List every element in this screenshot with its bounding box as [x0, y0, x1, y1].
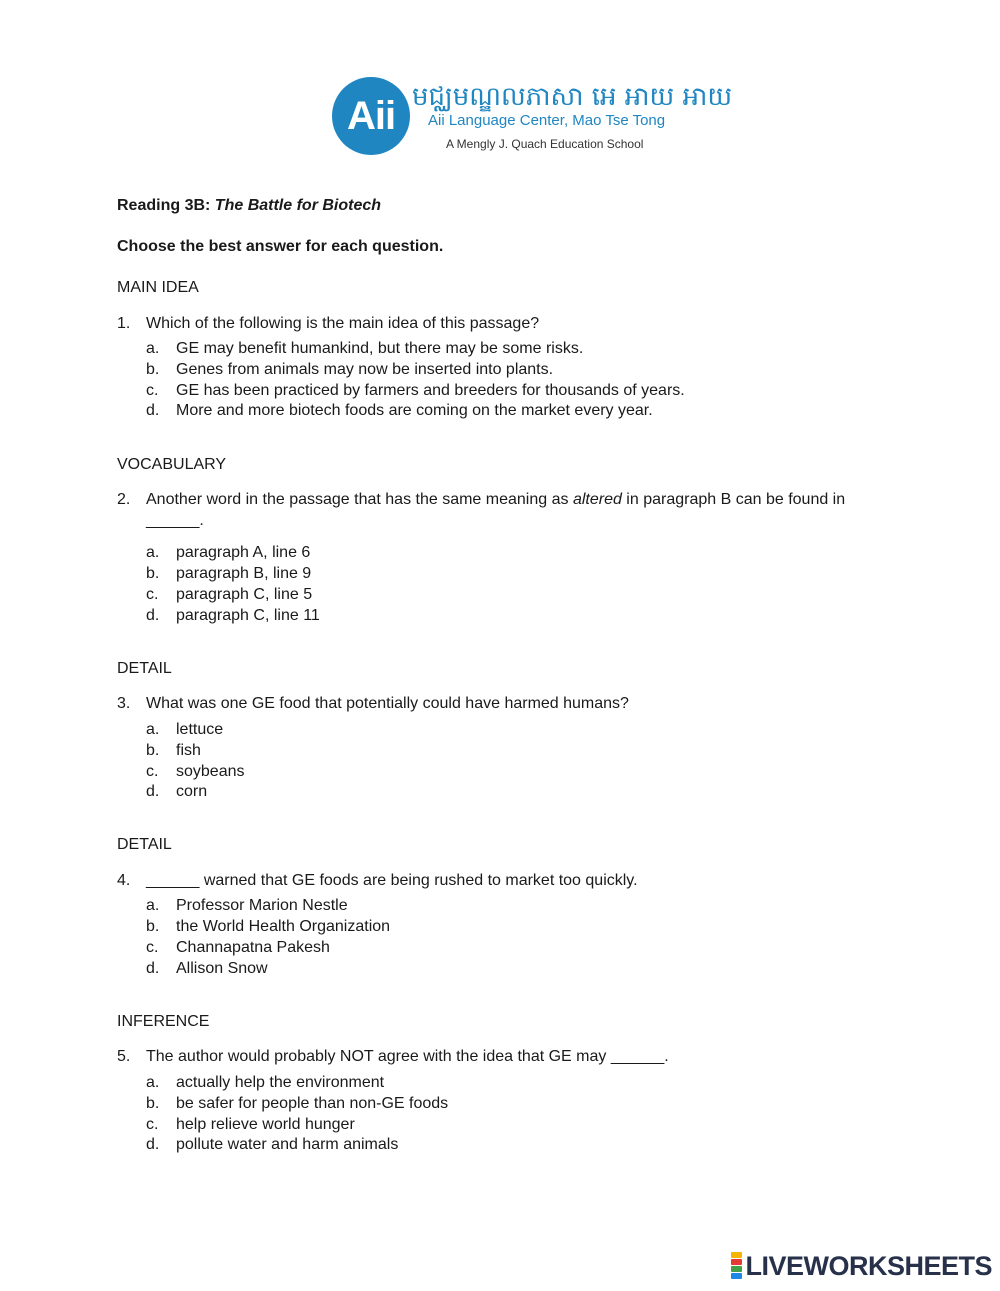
- option-letter: a.: [146, 721, 160, 738]
- option-letter: a.: [146, 897, 160, 914]
- option-text: Allison Snow: [176, 960, 268, 977]
- option-text: paragraph C, line 11: [176, 607, 320, 624]
- question-number: 1.: [117, 315, 131, 332]
- logo-khmer-name: មជ្ឈមណ្ឌលភាសា អេ អាយ អាយ: [412, 82, 733, 112]
- option-text: help relieve world hunger: [176, 1116, 355, 1133]
- badge-block: [731, 1252, 742, 1258]
- option-text: Genes from animals may now be inserted into plants.: [176, 361, 554, 378]
- option-letter: d.: [146, 783, 160, 800]
- option-letter: b.: [146, 918, 160, 935]
- option-text: GE has been practiced by farmers and breeders for thousands of years.: [176, 382, 685, 399]
- answer-option[interactable]: [146, 381, 685, 402]
- question-number: 3.: [117, 695, 131, 712]
- option-text: fish: [176, 742, 201, 759]
- option-text: GE may benefit humankind, but there may be some risks.: [176, 340, 584, 357]
- option-letter: b.: [146, 1095, 160, 1112]
- answer-option[interactable]: [146, 1135, 398, 1156]
- option-letter: d.: [146, 960, 160, 977]
- option-letter: d.: [146, 402, 160, 419]
- answer-option[interactable]: [146, 1094, 448, 1115]
- section-heading: VOCABULARY: [117, 456, 227, 473]
- option-text: pollute water and harm animals: [176, 1136, 399, 1153]
- answer-option[interactable]: [146, 917, 390, 938]
- option-text: More and more biotech foods are coming on the market every year.: [176, 402, 653, 419]
- answer-option[interactable]: [146, 339, 583, 360]
- question-1: [117, 313, 877, 334]
- question-number: 5.: [117, 1048, 131, 1065]
- option-letter: c.: [146, 763, 159, 780]
- answer-option[interactable]: [146, 401, 653, 422]
- option-text: soybeans: [176, 763, 245, 780]
- badge-block: [731, 1273, 742, 1279]
- badge-block: [731, 1266, 742, 1272]
- answer-option[interactable]: [146, 1115, 355, 1136]
- question-text-part: Another word in the passage that has the same meaning as: [146, 491, 573, 508]
- question-text: ______ warned that GE foods are being rushed to market too quickly.: [146, 872, 638, 889]
- answer-option[interactable]: [146, 741, 201, 762]
- answer-option[interactable]: [146, 762, 245, 783]
- option-text: lettuce: [176, 721, 224, 738]
- option-letter: c.: [146, 939, 159, 956]
- answer-option[interactable]: [146, 585, 312, 606]
- answer-option[interactable]: [146, 782, 207, 803]
- answer-option[interactable]: [146, 959, 268, 980]
- school-logo: [332, 74, 732, 158]
- section-heading: DETAIL: [117, 836, 172, 853]
- question-4: [117, 870, 877, 891]
- answer-option[interactable]: [146, 720, 223, 741]
- answer-option[interactable]: [146, 938, 330, 959]
- option-text: corn: [176, 783, 208, 800]
- section-heading: INFERENCE: [117, 1013, 210, 1030]
- option-text: Professor Marion Nestle: [176, 897, 348, 914]
- option-text: actually help the environment: [176, 1074, 385, 1091]
- question-2: [117, 489, 877, 531]
- badge-block: [731, 1259, 742, 1265]
- instructions: Choose the best answer for each question.: [117, 238, 444, 255]
- answer-option[interactable]: [146, 543, 310, 564]
- answer-option[interactable]: [146, 564, 311, 585]
- reading-name: The Battle for Biotech: [214, 197, 382, 214]
- liveworksheets-brand: LIVEWORKSHEETS: [745, 1250, 992, 1281]
- question-number: 4.: [117, 872, 131, 889]
- answer-option[interactable]: [146, 896, 348, 917]
- option-letter: d.: [146, 607, 160, 624]
- question-text: What was one GE food that potentially could have harmed humans?: [146, 695, 629, 712]
- question-text-part: in paragraph B can be found in ______.: [146, 491, 846, 529]
- reading-title: [117, 197, 381, 215]
- answer-option[interactable]: [146, 606, 320, 627]
- question-5: [117, 1046, 877, 1067]
- option-text: paragraph C, line 5: [176, 586, 313, 603]
- answer-option[interactable]: [146, 1073, 384, 1094]
- question-3: [117, 693, 877, 714]
- liveworksheets-footer: [731, 1251, 992, 1281]
- liveworksheets-logo-icon: [731, 1252, 742, 1280]
- option-text: Channapatna Pakesh: [176, 939, 330, 956]
- logo-school-name: Aii Language Center, Mao Tse Tong: [428, 112, 666, 129]
- option-letter: c.: [146, 586, 159, 603]
- question-number: 2.: [117, 491, 131, 508]
- option-letter: d.: [146, 1136, 160, 1153]
- option-letter: a.: [146, 1074, 160, 1091]
- question-text: Which of the following is the main idea of this passage?: [146, 315, 540, 332]
- section-heading: DETAIL: [117, 660, 172, 677]
- option-text: be safer for people than non-GE foods: [176, 1095, 449, 1112]
- reading-label: Reading 3B:: [117, 197, 211, 214]
- option-text: paragraph B, line 9: [176, 565, 312, 582]
- option-letter: c.: [146, 382, 159, 399]
- option-letter: b.: [146, 565, 160, 582]
- option-text: paragraph A, line 6: [176, 544, 311, 561]
- option-letter: c.: [146, 1116, 159, 1133]
- question-text: The author would probably NOT agree with the idea that GE may ______.: [146, 1048, 669, 1065]
- section-heading: MAIN IDEA: [117, 279, 199, 296]
- option-letter: b.: [146, 361, 160, 378]
- logo-tagline: A Mengly J. Quach Education School: [446, 137, 644, 151]
- question-text: [146, 489, 877, 531]
- option-letter: b.: [146, 742, 160, 759]
- answer-option[interactable]: [146, 360, 553, 381]
- question-text-emphasis: altered: [572, 491, 622, 508]
- option-text: the World Health Organization: [176, 918, 391, 935]
- aii-logo-icon: Aii: [332, 77, 410, 155]
- option-letter: a.: [146, 544, 160, 561]
- option-letter: a.: [146, 340, 160, 357]
